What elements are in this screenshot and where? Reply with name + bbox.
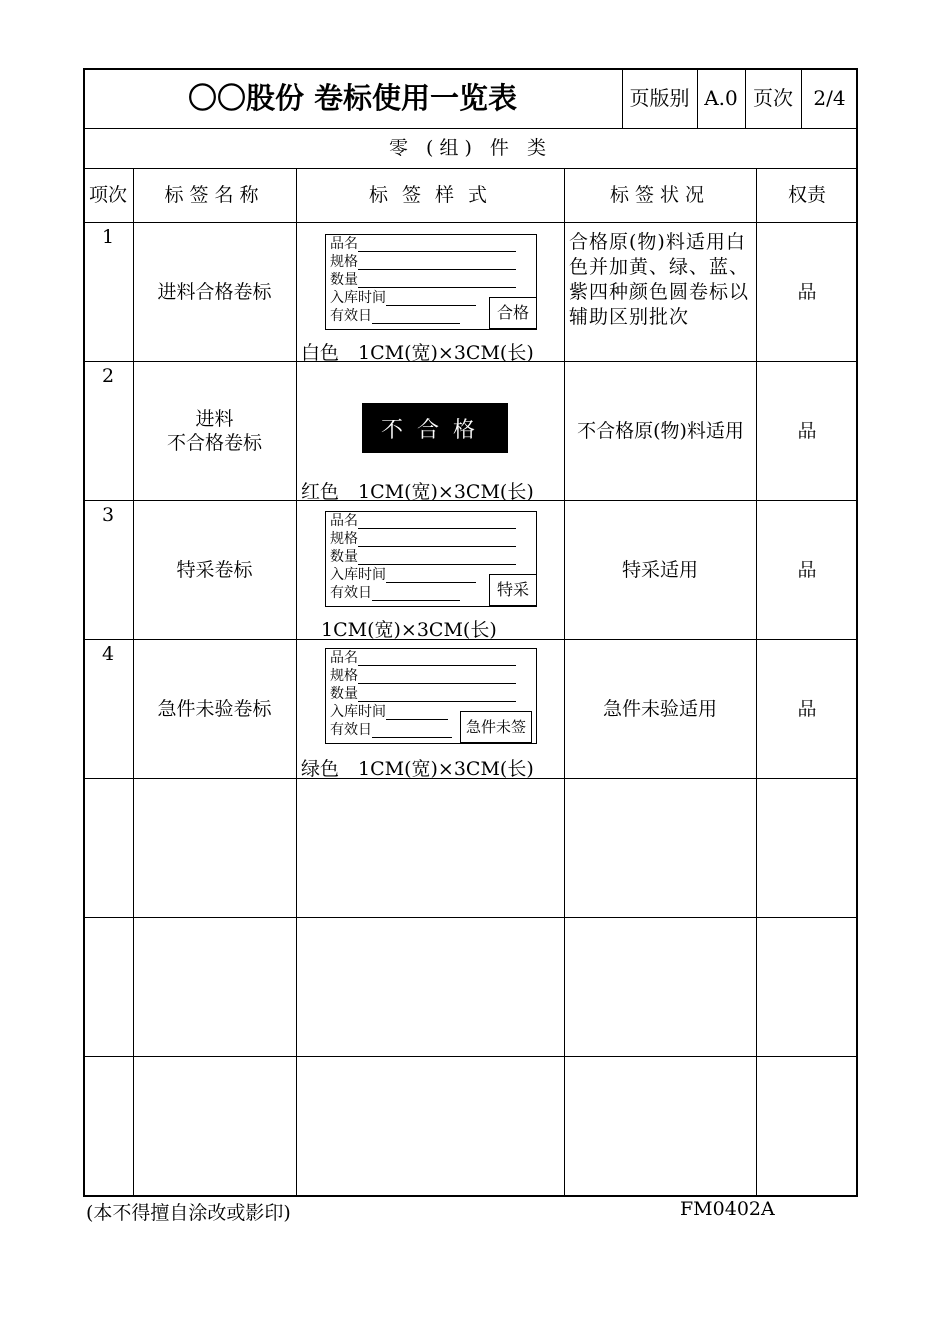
row-index: 1 [101, 226, 115, 248]
row-owner: 品 [797, 280, 817, 303]
rule-row6 [83, 1056, 858, 1057]
column-header-owner: 权责 [787, 184, 826, 206]
tag-sample [325, 511, 537, 607]
row-label-name-line1: 进料 [195, 407, 234, 430]
tag-field-in-time: 入库时间 [330, 567, 386, 583]
version-value: A.0 [704, 86, 738, 110]
page-title: 〇〇股份 卷标使用一览表 [187, 81, 518, 115]
tag-field-valid: 有效日 [330, 308, 372, 324]
row-owner: 品 [797, 558, 817, 581]
row-index: 2 [101, 365, 115, 387]
row-status: 不合格原(物)料适用 [577, 419, 744, 442]
tag-field-valid: 有效日 [330, 722, 372, 738]
rule-row5 [83, 917, 858, 918]
footer-form-code: FM0402A [680, 1198, 775, 1220]
rule-v-col-2 [296, 168, 297, 1195]
row-label-name: 特采卷标 [176, 558, 253, 581]
tag-field-in-time: 入库时间 [330, 704, 386, 720]
row-label-name-line2: 不合格卷标 [166, 431, 262, 454]
tag-spec: 白色 1CM(宽)×3CM(长) [301, 342, 534, 364]
tag-field-name: 品名 [330, 650, 358, 666]
row-owner: 品 [797, 697, 817, 720]
tag-field-qty: 数量 [330, 686, 358, 702]
tag-spec: 红色 1CM(宽)×3CM(长) [301, 481, 534, 503]
tag-field-in-time: 入库时间 [330, 290, 386, 306]
tag-field-qty: 数量 [330, 272, 358, 288]
row-status: 合格原(物)料适用白色并加黄、绿、蓝、紫四种颜色圆卷标以辅助区别批次 [569, 231, 750, 328]
tag-field-spec: 规格 [330, 531, 358, 547]
tag-field-name: 品名 [330, 513, 358, 529]
row-index: 3 [101, 504, 115, 526]
footer-notice: (本不得擅自涂改或影印) [86, 1202, 291, 1224]
tag-field-name: 品名 [330, 236, 358, 252]
tag-sample [325, 648, 537, 744]
version-label: 页版别 [629, 86, 690, 110]
tag-field-qty: 数量 [330, 549, 358, 565]
column-header-style: 标 签 样 式 [368, 184, 492, 206]
row-label-name: 急件未验卷标 [157, 697, 272, 720]
tag-sample [325, 234, 537, 330]
page-value: 2/4 [813, 86, 846, 110]
row-status: 特采适用 [621, 558, 698, 581]
tag-spec: 1CM(宽)×3CM(长) [321, 619, 497, 641]
tag-stamp: 特采 [489, 574, 537, 606]
tag-field-valid: 有效日 [330, 585, 372, 601]
form-sheet [83, 68, 858, 1197]
column-header-name: 标签名称 [164, 184, 265, 206]
tag-field-spec: 规格 [330, 254, 358, 270]
column-header-status: 标签状况 [609, 184, 710, 206]
page-label: 页次 [753, 86, 793, 110]
row-label-name [133, 361, 296, 500]
row-owner: 品 [797, 419, 817, 442]
category-label: 零 (组) 件 类 [389, 137, 552, 159]
tag-spec: 绿色 1CM(宽)×3CM(长) [301, 758, 534, 780]
tag-stamp: 合格 [489, 297, 537, 329]
column-header-index: 项次 [88, 184, 127, 206]
row-index: 4 [101, 643, 115, 665]
tag-field-spec: 规格 [330, 668, 358, 684]
tag-stamp: 急件未签 [460, 711, 532, 743]
row-label-name: 进料合格卷标 [157, 280, 272, 303]
row-status: 急件未验适用 [602, 697, 717, 720]
reject-tag-sample: 不合格 [362, 403, 508, 453]
